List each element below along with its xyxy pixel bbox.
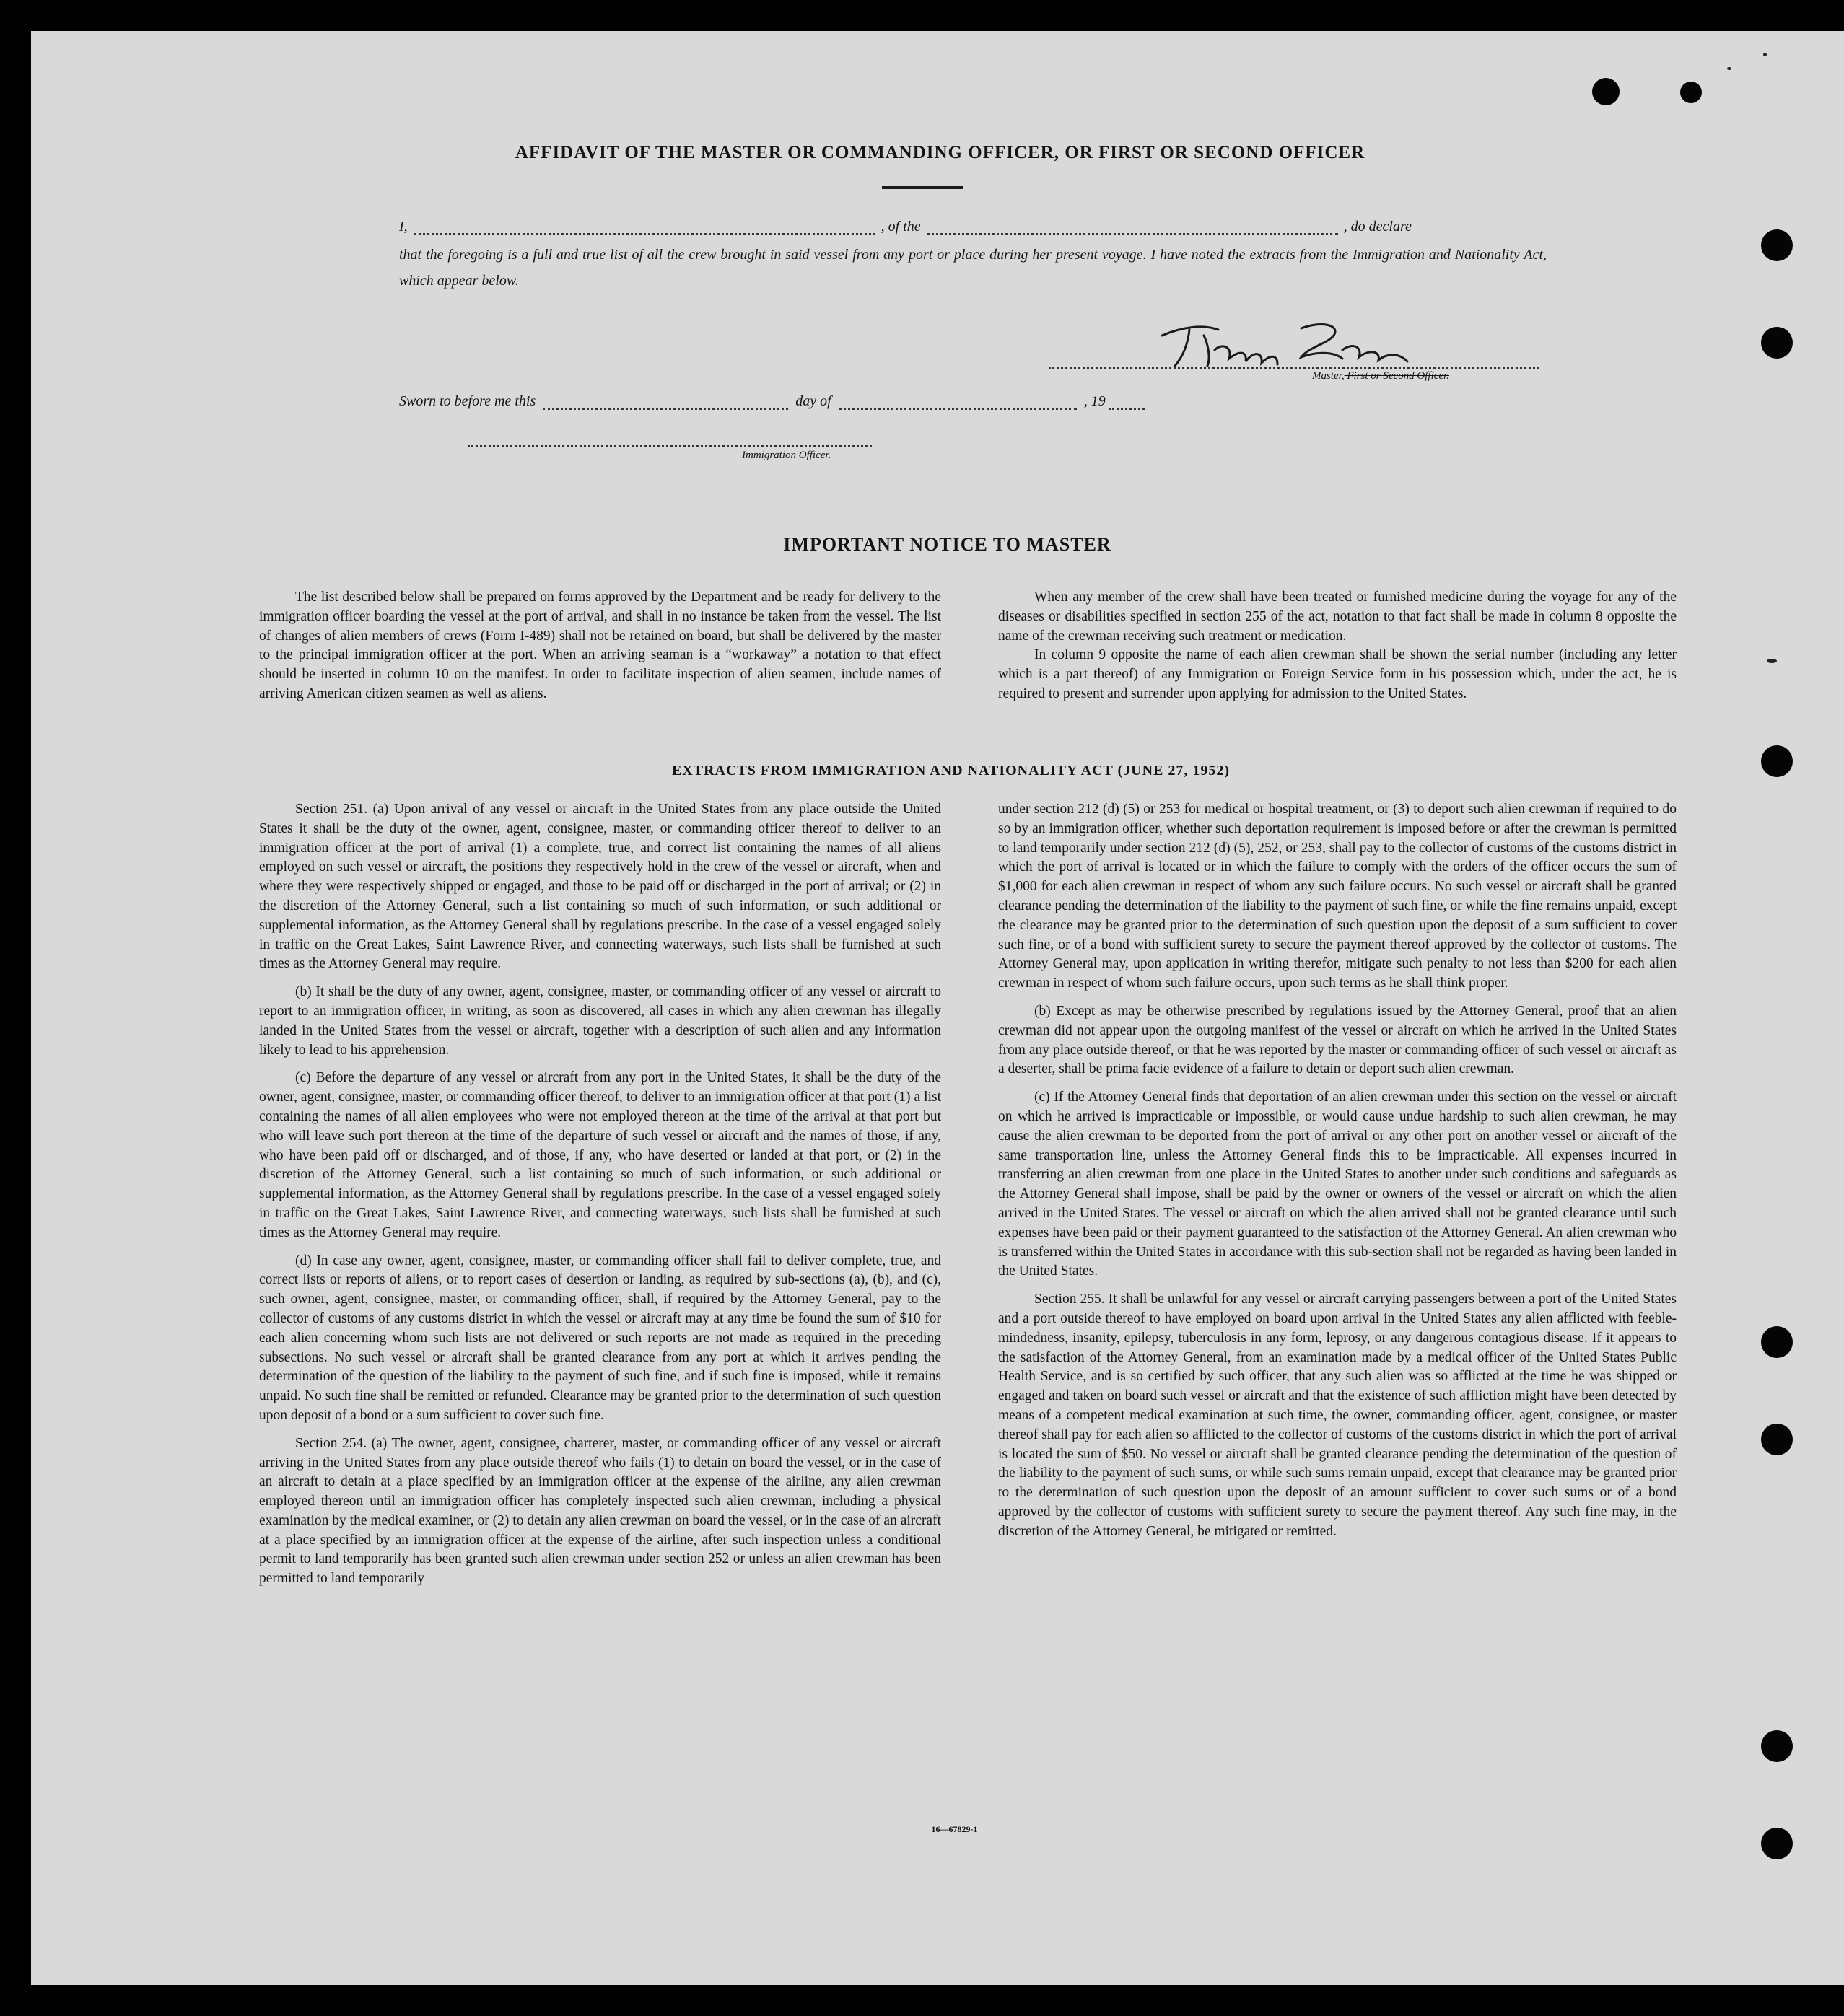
vessel-blank[interactable] <box>927 217 1338 235</box>
punch-hole <box>1680 82 1702 103</box>
punch-hole <box>1592 78 1620 105</box>
punch-hole <box>1761 1730 1793 1762</box>
law-paragraph: (c) If the Attorney General finds that deportation of an alien crewman under this section on the vessel or aircraft on which he arrived is impracticable or impossible, or would cause undue hardship to such alien crewman, he may cause the alien crewman to be deported from the port of arrival or any other port on another vessel or aircraft of the same transportation line, unless the Attorney General finds this to be impracticable. All expenses incurred in transferring an alien crewman from one place in the United States to another under such conditions and safeguards as the Attorney General shall impose, shall be paid by the owner or owners of the vessel or aircraft on which the alien arrived in the United States. The vessel or aircraft on which the alien arrived shall not be granted clearance until such expenses have been paid or their payment guaranteed to the satisfaction of the Attorney General. An alien crewman who is transferred within the United States in accordance with this sub-section shall not be regarded as having been landed in the United States. <box>998 1090 1677 1279</box>
law-paragraph: under section 212 (d) (5) or 253 for medical or hospital treatment, or (3) to deport such alien crewman if required to do so by an immigration officer, whether such deportation requirement is imposed before or after the crewman is permitted to land temporarily under section 212 (d) (5), 252, or 253, shall pay to the collector of customs of the customs district in which the port of arrival is located or in which the failure to comply with the orders of the officer occurs the sum of $1,000 for each alien crewman in respect of whom any such failure occurs. No such vessel or aircraft shall be granted clearance pending the determination of the liability to the payment of such fine, or while the fine remains unpaid, except the clearance may be granted prior to the determination of such question upon the deposit of a sum sufficient to cover such fine, or of a bond with sufficient surety to secure the payment thereof approved by the collector of customs. The Attorney General may, upon application in writing therefor, mitigate such penalty to not less than $200 for each alien crewman in respect of whom such failure occurs, upon such terms as he shall think proper. <box>998 802 1677 991</box>
notice-right-column <box>998 588 1677 704</box>
document-page <box>31 31 1844 1985</box>
punch-hole <box>1761 1326 1793 1358</box>
law-paragraph: (c) Before the departure of any vessel or aircraft from any port in the United States, it shall be the duty of the owner, agent, consignee, master, or commanding officer thereof, to deliver to an immigration officer at that port (1) a list containing the names of all alien employees who were not employed thereon at the time of the arrival at that port but who will leave such port thereon at the time of the departure of such vessel or aircraft and the names of those, if any, who have been paid off or discharged, and of those, if any, who have deserted or landed at that port, or (2) in the discretion of the Attorney General, such a list containing so much of such information, or such additional or supplemental information, as the Attorney General shall by regulations prescribe. In the case of a vessel engaged solely in traffic on the Great Lakes, Saint Lawrence River, and connecting waterways, such lists shall be furnished at such times as the Attorney General may require. <box>259 1070 941 1240</box>
day-of-label: day of <box>795 393 831 409</box>
law-paragraph: Section 254. (a) The owner, agent, consignee, charterer, master, or commanding officer of any vessel or aircraft arriving in the United States from any place outside thereof who fails (1) to detain on board the vessel, or in the case of an aircraft to detain at a place specified by an immigration officer at the expense of the airline, any alien crewman employed thereon until an immigration officer has completely inspected such alien crewman, including a physical examination by the medical examiner, or (2) to detain any alien crewman on board the vessel, or in the case of an aircraft at a place specified by an immigration officer at the expense of the airline, after such inspection unless a conditional permit to land temporarily has been granted such alien crewman under section 252 or unless an alien crewman has been permitted to land temporarily <box>259 1435 941 1587</box>
speck <box>1727 67 1731 70</box>
extracts-right-column <box>998 800 1677 1541</box>
notice-paragraph: In column 9 opposite the name of each alien crewman shall be shown the serial number (including any letter which is a part thereof) of any Immigration or Foreign Service form in his possession which, under the act, he is required to present and surrender upon applying for admission to the United States. <box>998 647 1677 701</box>
immigration-officer-signature-line[interactable] <box>468 445 872 447</box>
law-paragraph: (d) In case any owner, agent, consignee, master, or commanding officer shall fail to deliver complete, true, and correct lists or reports of aliens, or to report cases of desertion or landing, as required by sub-sections (a), (b), and (c), such owner, agent, consignee, master, or commanding officer, shall, if required by the Attorney General, pay to the collector of customs of any customs district in which the vessel or aircraft may at any time be found the sum of $10 for each alien concerning whom such lists are not delivered or such reports are not made as required in the preceding subsections. No such vessel or aircraft shall be granted clearance from any port at which it arrives pending the determination of the question of the liability to the payment of such fine, and if such fine is imposed, while it remains unpaid. No such fine shall be remitted or refunded. Clearance may be granted prior to the determination of such question upon deposit of a bond or a sum sufficient to cover such fine. <box>259 1253 941 1423</box>
master-signature <box>1153 314 1413 379</box>
master-label: Master, <box>1312 370 1345 382</box>
year-label: , 19 <box>1083 393 1106 409</box>
law-paragraph: (b) It shall be the duty of any owner, agent, consignee, master, or commanding officer of any vessel or aircraft to report to an immigration officer, in writing, as soon as discovered, all cases in which any alien crewman has illegally landed in the United States from the vessel or aircraft, together with a description of such alien and any information likely to lead to his apprehension. <box>259 984 941 1058</box>
signature-caption <box>1312 370 1449 382</box>
notice-title: IMPORTANT NOTICE TO MASTER <box>783 534 1111 555</box>
law-paragraph: (b) Except as may be otherwise prescribed by regulations issued by the Attorney General, proof that an alien crewman did not appear upon the outgoing manifest of the vessel or aircraft on which he arrived in the United States from any place outside thereof, or that he was reported by the master or commanding officer of such vessel or aircraft as a deserter, shall be prima facie evidence of a failure to detain or deport such alien crewman. <box>998 1003 1677 1077</box>
i-label: I, <box>399 219 408 235</box>
sworn-label: Sworn to before me this <box>399 393 536 409</box>
sworn-year-blank[interactable] <box>1109 392 1145 410</box>
of-the-label: , of the <box>881 219 921 235</box>
sworn-day-blank[interactable] <box>543 392 788 410</box>
do-declare-label: , do declare <box>1343 219 1412 235</box>
sworn-month-blank[interactable] <box>839 392 1077 410</box>
law-paragraph: Section 251. (a) Upon arrival of any vessel or aircraft in the United States from any place outside the United States it shall be the duty of the owner, agent, consignee, master, or commanding officer thereof to deliver to an immigration officer at the port of arrival (1) a complete, true, and correct list containing the names of all aliens employed on such vessel or aircraft, the positions they respectively hold in the crew of the vessel or aircraft, when and where they were respectively shipped or engaged, and those to be paid off or discharged in the port of arrival; or (2) in the discretion of the Attorney General, such a list containing so much of such information, or such additional or supplemental information, as the Attorney General shall by regulations prescribe. In the case of a vessel engaged solely in traffic on the Great Lakes, Saint Lawrence River, and connecting waterways, such lists shall be furnished at such times as the Attorney General may require. <box>259 802 941 972</box>
title-rule <box>882 186 963 189</box>
struck-officer-label: First or Second Officer. <box>1344 370 1449 382</box>
law-paragraph: Section 255. It shall be unlawful for any vessel or aircraft carrying passengers between a port of the United States and a port outside thereof to have employed on board upon arrival in the United States any alien afflicted with feeble-mindedness, insanity, epilepsy, tuberculosis in any form, leprosy, or any dangerous contagious disease. If it appears to the satisfaction of the Attorney General, from an examination made by a medical officer of the United States Public Health Service, and is so certified by such officer, that any such alien was so afflicted at the time he was shipped or engaged and taken on board such vessel or aircraft and that the existence of such affliction might have been detected by means of a competent medical examination at such time, the owner, commanding officer, agent, consignee, or master thereof shall pay for each alien so afflicted to the collector of customs of the customs district in which the port of arrival is located the sum of $50. No vessel or aircraft shall be granted clearance pending the determination of the question of the liability to the payment of such sums, or while such sums remain unpaid, except that clearance may be granted prior to the determination of such question upon the deposit of an amount sufficient to cover such sums or of a bond approved by the collector of customs with sufficient surety to secure the payment thereof. Any such fine may, in the discretion of the Attorney General, be mitigated or remitted. <box>998 1292 1677 1539</box>
notice-paragraph: The list described below shall be prepared on forms approved by the Department and be ready for delivery to the immigration officer boarding the vessel at the port of arrival, and shall in no instance be taken from the vessel. The list of changes of alien members of crews (Form I-489) shall not be retained on board, but shall be delivered by the master to the principal immigration officer at the port. When an arriving seaman is a “workaway” a notation to that effect should be inserted in column 10 on the manifest. In order to facilitate inspection of alien seamen, include names of arriving American citizen seamen as well as aliens. <box>259 590 941 701</box>
punch-hole <box>1761 327 1793 359</box>
speck <box>1763 53 1767 56</box>
notice-paragraph: When any member of the crew shall have been treated or furnished medicine during the voyage for any of the diseases or disabilities specified in section 255 of the act, notation to that fact shall be made in column 8 opposite the name of the crewman receiving such treatment or medication. <box>998 590 1677 644</box>
extracts-title: EXTRACTS FROM IMMIGRATION AND NATIONALITY ACT (JUNE 27, 1952) <box>671 763 1231 779</box>
affidavit-title: AFFIDAVIT OF THE MASTER OR COMMANDING OFFICER, OR FIRST OR SECOND OFFICER <box>515 143 1365 162</box>
signature-line[interactable] <box>1049 367 1539 369</box>
sworn-fill-line <box>399 392 1193 410</box>
form-number: 16—67829-1 <box>931 1824 978 1834</box>
punch-hole <box>1761 229 1793 261</box>
declaration-fill-line <box>399 217 1547 235</box>
name-blank[interactable] <box>414 217 875 235</box>
notice-left-column <box>259 588 941 704</box>
immigration-officer-caption: Immigration Officer. <box>742 450 831 461</box>
extracts-left-column <box>259 800 941 1589</box>
punch-hole <box>1761 1424 1793 1455</box>
declaration-text: that the foregoing is a full and true list of all the crew brought in said vessel from any port or place during her present voyage. I have noted the extracts from the Immigration and Nationality Act, which appear below. <box>399 247 1547 289</box>
speck <box>1767 659 1777 663</box>
